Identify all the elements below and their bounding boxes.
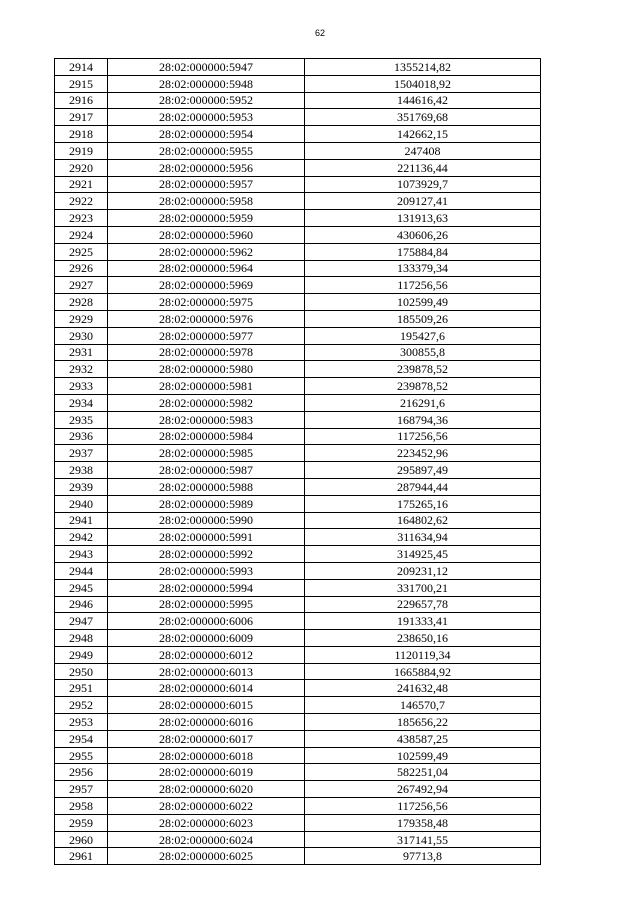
cadastral-value-cell: 185656,22 xyxy=(305,714,541,731)
cadastral-value-cell: 102599,49 xyxy=(305,294,541,311)
cadastral-value-cell: 247408 xyxy=(305,142,541,159)
cadastral-number-cell: 28:02:000000:5956 xyxy=(108,159,305,176)
cadastral-value-cell: 175884,84 xyxy=(305,243,541,260)
table-row xyxy=(55,378,541,395)
cadastral-value-cell: 216291,6 xyxy=(305,394,541,411)
cadastral-number-cell: 28:02:000000:6019 xyxy=(108,764,305,781)
table-row xyxy=(55,176,541,193)
cadastral-value-cell: 142662,15 xyxy=(305,126,541,143)
cadastral-value-cell: 209231,12 xyxy=(305,562,541,579)
row-number-cell: 2931 xyxy=(55,344,108,361)
row-number-cell: 2939 xyxy=(55,478,108,495)
table-row xyxy=(55,697,541,714)
cadastral-value-cell: 229657,78 xyxy=(305,596,541,613)
table-row xyxy=(55,126,541,143)
cadastral-value-cell: 146570,7 xyxy=(305,697,541,714)
cadastral-number-cell: 28:02:000000:5990 xyxy=(108,512,305,529)
table-row xyxy=(55,445,541,462)
cadastral-number-cell: 28:02:000000:5969 xyxy=(108,277,305,294)
cadastral-number-cell: 28:02:000000:5976 xyxy=(108,310,305,327)
table-row xyxy=(55,781,541,798)
row-number-cell: 2940 xyxy=(55,495,108,512)
table-row xyxy=(55,764,541,781)
cadastral-value-cell: 331700,21 xyxy=(305,579,541,596)
cadastral-number-cell: 28:02:000000:6017 xyxy=(108,730,305,747)
table-row xyxy=(55,730,541,747)
row-number-cell: 2937 xyxy=(55,445,108,462)
table-row xyxy=(55,159,541,176)
cadastral-value-cell: 223452,96 xyxy=(305,445,541,462)
row-number-cell: 2957 xyxy=(55,781,108,798)
table-row xyxy=(55,613,541,630)
table-row xyxy=(55,394,541,411)
table-row xyxy=(55,310,541,327)
row-number-cell: 2956 xyxy=(55,764,108,781)
cadastral-value-table xyxy=(54,58,541,865)
cadastral-number-cell: 28:02:000000:5958 xyxy=(108,193,305,210)
cadastral-number-cell: 28:02:000000:5982 xyxy=(108,394,305,411)
cadastral-number-cell: 28:02:000000:5983 xyxy=(108,411,305,428)
table-row xyxy=(55,714,541,731)
cadastral-value-cell: 164802,62 xyxy=(305,512,541,529)
cadastral-number-cell: 28:02:000000:5954 xyxy=(108,126,305,143)
table-row xyxy=(55,798,541,815)
cadastral-number-cell: 28:02:000000:6012 xyxy=(108,646,305,663)
cadastral-number-cell: 28:02:000000:5948 xyxy=(108,75,305,92)
table-row xyxy=(55,462,541,479)
row-number-cell: 2958 xyxy=(55,798,108,815)
row-number-cell: 2955 xyxy=(55,747,108,764)
row-number-cell: 2952 xyxy=(55,697,108,714)
row-number-cell: 2935 xyxy=(55,411,108,428)
cadastral-number-cell: 28:02:000000:5995 xyxy=(108,596,305,613)
row-number-cell: 2961 xyxy=(55,848,108,865)
cadastral-value-cell: 97713,8 xyxy=(305,848,541,865)
cadastral-number-cell: 28:02:000000:5959 xyxy=(108,210,305,227)
row-number-cell: 2921 xyxy=(55,176,108,193)
row-number-cell: 2917 xyxy=(55,109,108,126)
row-number-cell: 2916 xyxy=(55,92,108,109)
cadastral-number-cell: 28:02:000000:6014 xyxy=(108,680,305,697)
cadastral-value-cell: 267492,94 xyxy=(305,781,541,798)
table-row xyxy=(55,243,541,260)
cadastral-number-cell: 28:02:000000:5984 xyxy=(108,428,305,445)
row-number-cell: 2929 xyxy=(55,310,108,327)
cadastral-number-cell: 28:02:000000:6025 xyxy=(108,848,305,865)
cadastral-number-cell: 28:02:000000:6006 xyxy=(108,613,305,630)
table-row xyxy=(55,814,541,831)
row-number-cell: 2933 xyxy=(55,378,108,395)
table-row xyxy=(55,210,541,227)
row-number-cell: 2923 xyxy=(55,210,108,227)
cadastral-number-cell: 28:02:000000:6020 xyxy=(108,781,305,798)
cadastral-number-cell: 28:02:000000:5980 xyxy=(108,361,305,378)
table-row xyxy=(55,646,541,663)
cadastral-value-cell: 195427,6 xyxy=(305,327,541,344)
row-number-cell: 2953 xyxy=(55,714,108,731)
cadastral-number-cell: 28:02:000000:5993 xyxy=(108,562,305,579)
row-number-cell: 2943 xyxy=(55,546,108,563)
row-number-cell: 2942 xyxy=(55,529,108,546)
cadastral-value-cell: 239878,52 xyxy=(305,378,541,395)
cadastral-value-cell: 1665884,92 xyxy=(305,663,541,680)
row-number-cell: 2925 xyxy=(55,243,108,260)
cadastral-value-cell: 241632,48 xyxy=(305,680,541,697)
cadastral-value-cell: 133379,34 xyxy=(305,260,541,277)
cadastral-number-cell: 28:02:000000:5952 xyxy=(108,92,305,109)
cadastral-value-cell: 191333,41 xyxy=(305,613,541,630)
cadastral-value-cell: 314925,45 xyxy=(305,546,541,563)
cadastral-value-cell: 351769,68 xyxy=(305,109,541,126)
cadastral-value-cell: 175265,16 xyxy=(305,495,541,512)
row-number-cell: 2945 xyxy=(55,579,108,596)
cadastral-number-cell: 28:02:000000:6018 xyxy=(108,747,305,764)
cadastral-number-cell: 28:02:000000:5987 xyxy=(108,462,305,479)
page-number: 62 xyxy=(314,28,325,38)
cadastral-value-cell: 117256,56 xyxy=(305,277,541,294)
row-number-cell: 2960 xyxy=(55,831,108,848)
cadastral-value-cell: 1504018,92 xyxy=(305,75,541,92)
cadastral-value-cell: 102599,49 xyxy=(305,747,541,764)
row-number-cell: 2920 xyxy=(55,159,108,176)
row-number-cell: 2928 xyxy=(55,294,108,311)
cadastral-number-cell: 28:02:000000:6016 xyxy=(108,714,305,731)
row-number-cell: 2915 xyxy=(55,75,108,92)
table-row xyxy=(55,428,541,445)
cadastral-number-cell: 28:02:000000:5994 xyxy=(108,579,305,596)
table-body xyxy=(55,59,541,865)
row-number-cell: 2927 xyxy=(55,277,108,294)
row-number-cell: 2941 xyxy=(55,512,108,529)
table-row xyxy=(55,529,541,546)
row-number-cell: 2922 xyxy=(55,193,108,210)
cadastral-number-cell: 28:02:000000:5955 xyxy=(108,142,305,159)
table-row xyxy=(55,327,541,344)
table-row xyxy=(55,75,541,92)
cadastral-value-cell: 239878,52 xyxy=(305,361,541,378)
row-number-cell: 2944 xyxy=(55,562,108,579)
row-number-cell: 2919 xyxy=(55,142,108,159)
table-row xyxy=(55,478,541,495)
table-row xyxy=(55,361,541,378)
cadastral-number-cell: 28:02:000000:5977 xyxy=(108,327,305,344)
cadastral-number-cell: 28:02:000000:5991 xyxy=(108,529,305,546)
cadastral-number-cell: 28:02:000000:5957 xyxy=(108,176,305,193)
cadastral-number-cell: 28:02:000000:5985 xyxy=(108,445,305,462)
cadastral-value-cell: 311634,94 xyxy=(305,529,541,546)
cadastral-value-cell: 117256,56 xyxy=(305,798,541,815)
cadastral-value-cell: 131913,63 xyxy=(305,210,541,227)
table-row xyxy=(55,596,541,613)
cadastral-value-cell: 295897,49 xyxy=(305,462,541,479)
cadastral-value-cell: 144616,42 xyxy=(305,92,541,109)
cadastral-number-cell: 28:02:000000:6023 xyxy=(108,814,305,831)
cadastral-value-cell: 287944,44 xyxy=(305,478,541,495)
cadastral-value-cell: 179358,48 xyxy=(305,814,541,831)
cadastral-value-cell: 438587,25 xyxy=(305,730,541,747)
cadastral-value-cell: 221136,44 xyxy=(305,159,541,176)
cadastral-number-cell: 28:02:000000:5947 xyxy=(108,59,305,76)
row-number-cell: 2949 xyxy=(55,646,108,663)
cadastral-number-cell: 28:02:000000:5962 xyxy=(108,243,305,260)
table-row xyxy=(55,109,541,126)
cadastral-value-cell: 238650,16 xyxy=(305,630,541,647)
cadastral-value-cell: 1073929,7 xyxy=(305,176,541,193)
cadastral-value-cell: 1355214,82 xyxy=(305,59,541,76)
row-number-cell: 2924 xyxy=(55,226,108,243)
cadastral-value-cell: 185509,26 xyxy=(305,310,541,327)
cadastral-value-cell: 209127,41 xyxy=(305,193,541,210)
row-number-cell: 2936 xyxy=(55,428,108,445)
row-number-cell: 2947 xyxy=(55,613,108,630)
cadastral-value-cell: 300855,8 xyxy=(305,344,541,361)
table-row xyxy=(55,663,541,680)
cadastral-number-cell: 28:02:000000:6015 xyxy=(108,697,305,714)
cadastral-number-cell: 28:02:000000:5992 xyxy=(108,546,305,563)
cadastral-number-cell: 28:02:000000:5981 xyxy=(108,378,305,395)
cadastral-value-cell: 430606,26 xyxy=(305,226,541,243)
cadastral-number-cell: 28:02:000000:6022 xyxy=(108,798,305,815)
table-row xyxy=(55,226,541,243)
cadastral-number-cell: 28:02:000000:5989 xyxy=(108,495,305,512)
table-row xyxy=(55,294,541,311)
row-number-cell: 2948 xyxy=(55,630,108,647)
table-row xyxy=(55,344,541,361)
row-number-cell: 2938 xyxy=(55,462,108,479)
row-number-cell: 2932 xyxy=(55,361,108,378)
table-row xyxy=(55,277,541,294)
table-row xyxy=(55,411,541,428)
table-row xyxy=(55,512,541,529)
row-number-cell: 2950 xyxy=(55,663,108,680)
table-row xyxy=(55,495,541,512)
row-number-cell: 2951 xyxy=(55,680,108,697)
cadastral-value-cell: 317141,55 xyxy=(305,831,541,848)
cadastral-number-cell: 28:02:000000:5988 xyxy=(108,478,305,495)
table-row xyxy=(55,59,541,76)
cadastral-number-cell: 28:02:000000:5960 xyxy=(108,226,305,243)
cadastral-number-cell: 28:02:000000:5975 xyxy=(108,294,305,311)
row-number-cell: 2926 xyxy=(55,260,108,277)
row-number-cell: 2954 xyxy=(55,730,108,747)
cadastral-number-cell: 28:02:000000:6024 xyxy=(108,831,305,848)
table-row xyxy=(55,831,541,848)
row-number-cell: 2934 xyxy=(55,394,108,411)
table-row xyxy=(55,142,541,159)
cadastral-value-cell: 582251,04 xyxy=(305,764,541,781)
row-number-cell: 2914 xyxy=(55,59,108,76)
row-number-cell: 2959 xyxy=(55,814,108,831)
table-row xyxy=(55,92,541,109)
table-row xyxy=(55,260,541,277)
table-row xyxy=(55,630,541,647)
cadastral-number-cell: 28:02:000000:6009 xyxy=(108,630,305,647)
table-row xyxy=(55,193,541,210)
table-row xyxy=(55,680,541,697)
cadastral-number-cell: 28:02:000000:5953 xyxy=(108,109,305,126)
table-row xyxy=(55,848,541,865)
table-row xyxy=(55,562,541,579)
cadastral-number-cell: 28:02:000000:6013 xyxy=(108,663,305,680)
cadastral-value-cell: 117256,56 xyxy=(305,428,541,445)
cadastral-value-cell: 168794,36 xyxy=(305,411,541,428)
table-row xyxy=(55,747,541,764)
row-number-cell: 2946 xyxy=(55,596,108,613)
cadastral-number-cell: 28:02:000000:5978 xyxy=(108,344,305,361)
table-row xyxy=(55,546,541,563)
table-row xyxy=(55,579,541,596)
cadastral-number-cell: 28:02:000000:5964 xyxy=(108,260,305,277)
cadastral-value-cell: 1120119,34 xyxy=(305,646,541,663)
row-number-cell: 2930 xyxy=(55,327,108,344)
row-number-cell: 2918 xyxy=(55,126,108,143)
